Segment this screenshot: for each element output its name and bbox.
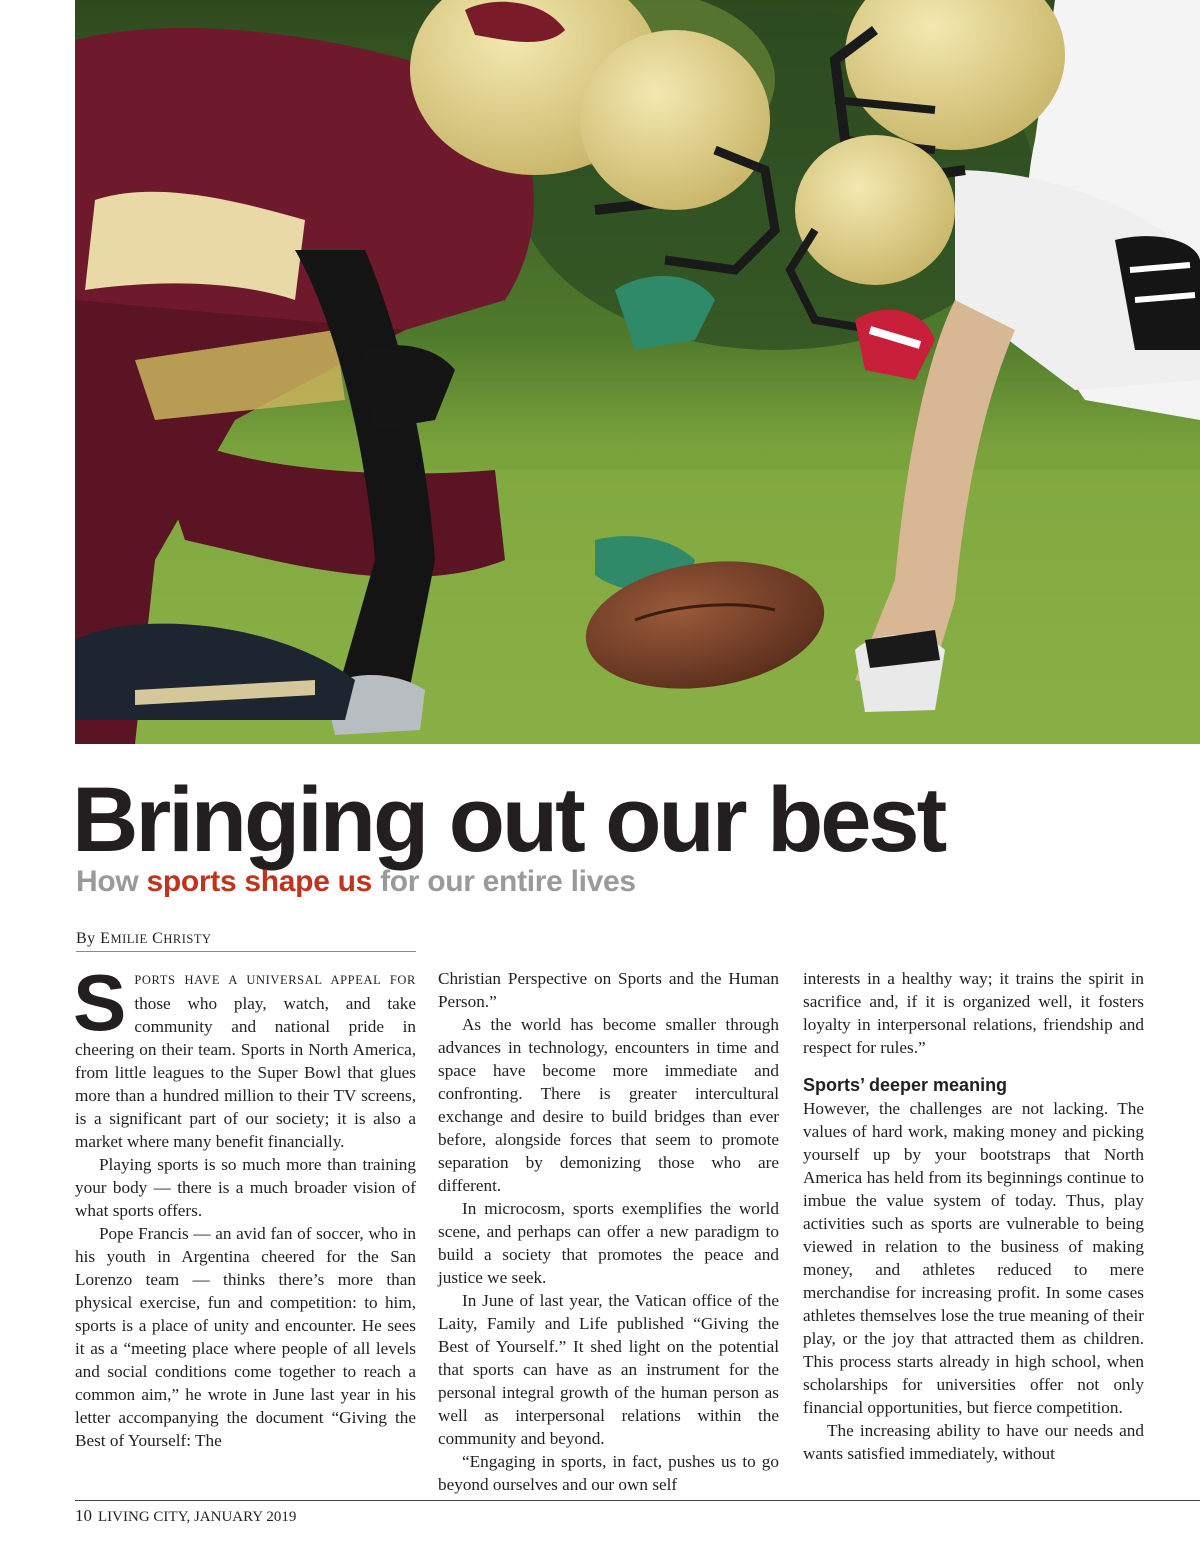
article-paragraph: The increasing ability to have our needs and wants satisfied immediately, without [803,1421,1144,1463]
subhead-text-before: How [76,865,147,898]
football-line-of-scrimmage-illustration [75,0,1200,744]
article-paragraph: In microcosm, sports exemplifies the world scene, and perhaps can offer a new paradigm to build a society that promotes the peace and justice we seek. [438,1199,779,1287]
article-paragraph: Pope Francis — an avid fan of soccer, who in his youth in Argentina cheered for the San Lorenzo team — thinks there’s more than physical exercise, fun and competition: to him, sports is a place of unity and encounter. He sees it as a “meeting place where people of all levels and social conditions come together to reach a common aim,” he wrote in June last year in his letter accompanying the document “Giving the Best of Yourself: The [75,1224,416,1450]
drop-cap: S [73,958,127,1047]
article-paragraph: interests in a healthy way; it trains the spirit in sacrifice and, if it is organized well, it fosters loyalty in interpersonal relations, friendship and respect for rules.” [803,969,1144,1057]
subhead-accent-text: sports shape us [146,865,373,898]
subhead-text-after: for our entire lives [372,865,636,898]
publication-line: LIVING CITY, JANUARY 2019 [98,1509,297,1525]
byline-author-first-initial: E [100,930,111,947]
page-number: 10 [75,1506,92,1525]
article-paragraph: As the world has become smaller through advances in technology, encounters in time and space have become more immediate and confronting. There is greater intercultural exchange and desire to build bridges than ever before, alongside forces that seem to promote separation by demonizing those who are different. [438,1015,779,1195]
byline [76,928,416,952]
paragraph-text: those who play, watch, and take community and national pride in cheering on their team. Sports in North America, from little leagues to the Super Bowl that glues more than a hundred million to their TV screens, is a significant part of our society; it is also a market where many benefit financially. [75,994,416,1151]
article-paragraph: Playing sports is so much more than training your body — there is a much broader vision of what sports offers. [75,1155,416,1220]
article-paragraph: “Engaging in sports, in fact, pushes us to go beyond ourselves and our own self [438,1452,779,1494]
article-paragraph: In June of last year, the Vatican office of the Laity, Family and Life published “Giving the Best of Yourself.” It shed light on the potential that sports can have as an instrument for the personal integral growth of the human person as well as interpersonal relations within the community and beyond. [438,1291,779,1448]
article-column-3 [803,967,1144,1465]
lead-in-small-caps: PORTS HAVE A UNIVERSAL APPEAL FOR [134,973,416,987]
byline-author-last-initial: C [152,930,164,947]
page-footer [75,1506,296,1527]
article-paragraph: Christian Perspective on Sports and the Human Person.” [438,969,779,1011]
article-subhead [76,862,636,902]
byline-author-first-rest: MILIE [110,932,148,946]
section-subheading: Sports’ deeper meaning [803,1075,1008,1095]
footer-divider [75,1500,1200,1501]
article-column-2 [438,967,779,1496]
article-column-1 [73,958,416,1452]
article-paragraph: However, the challenges are not lacking. The values of hard work, making money and picking yourself up by your bootstraps that North America has held from its beginnings continue to imbue the value system of today. Thus, play activities such as sports are vulnerable to being viewed in relation to the business of making money, and athletes reduced to mere merchandise for increasing profit. In some cases athletes themselves lose the true meaning of their play, or the joy that attracted them as children. This process starts already in high school, when scholarships for universities offer not only financial opportunities, but fierce competition. [803,1099,1144,1417]
article-paragraph [73,958,416,1153]
byline-author-last-rest: HRISTY [163,932,212,946]
byline-by: By [76,930,96,947]
article-headline: Bringing out our best [72,769,945,871]
hero-photo [75,0,1200,744]
